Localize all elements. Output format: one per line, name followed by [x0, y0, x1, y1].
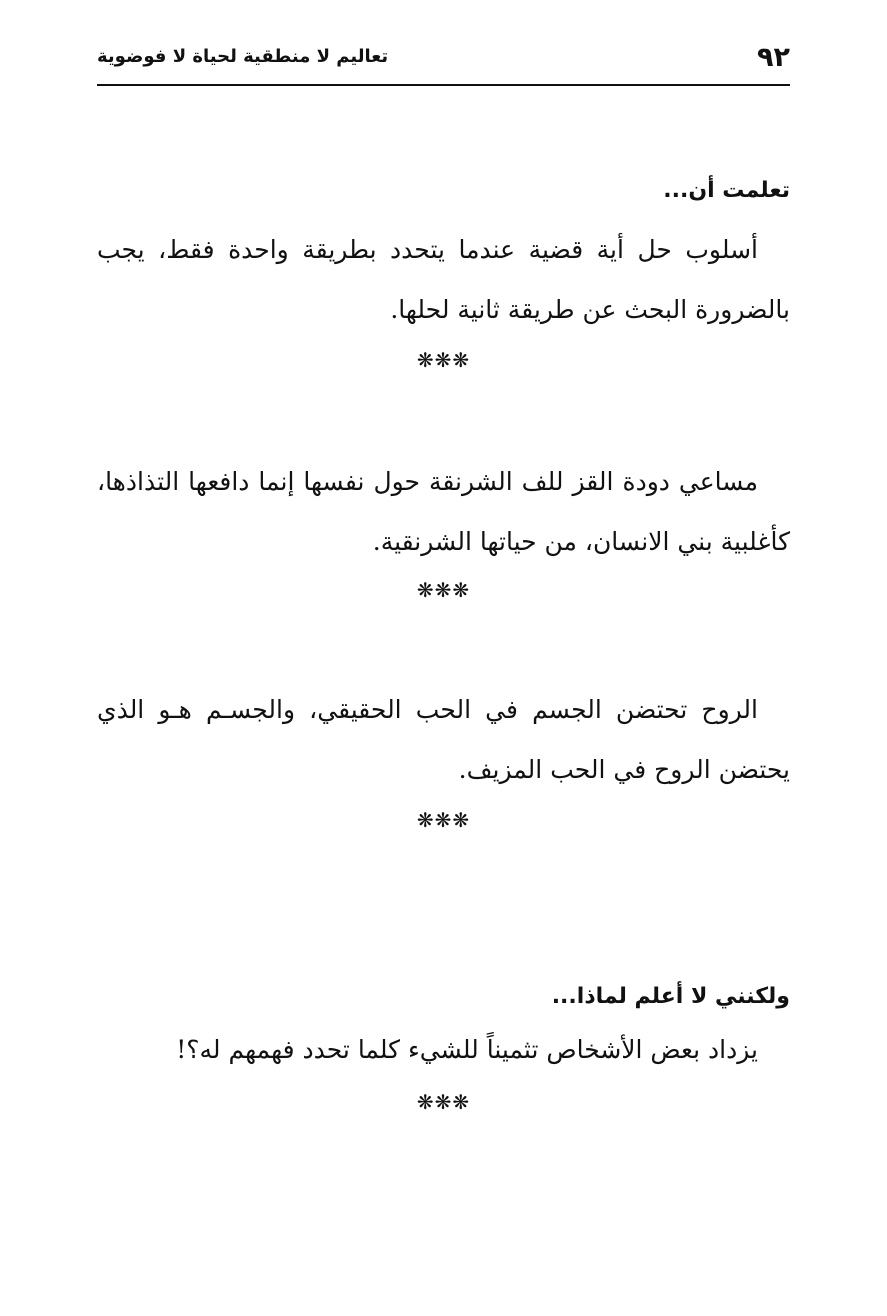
separator-3: ❋❋❋ — [416, 808, 471, 832]
paragraph-3 — [97, 680, 790, 800]
paragraph-1-line-1: أسلوب حل أية قضية عندما يتحدد بطريقة واحدة فقط، يجب — [97, 235, 758, 264]
section-heading-learned: تعلمت أن... — [663, 178, 790, 203]
paragraph-1-line-2: بالضرورة البحث عن طريقة ثانية لحلها. — [390, 295, 790, 324]
running-title: تعاليم لا منطقية لحياة لا فوضوية — [97, 46, 389, 67]
paragraph-3-line-2: يحتضن الروح في الحب المزيف. — [458, 755, 790, 784]
separator-1: ❋❋❋ — [416, 348, 471, 372]
paragraph-3-line-1: الروح تحتضن الجسم في الحب الحقيقي، والجسـم هـو الذي — [97, 695, 758, 724]
paragraph-2 — [97, 452, 790, 572]
paragraph-2-line-2: كأغلبية بني الانسان، من حياتها الشرنقية. — [372, 527, 790, 556]
section-heading-dont-know: ولكنني لا أعلم لماذا... — [551, 984, 790, 1009]
paragraph-4: يزداد بعض الأشخاص تثميناً للشيء كلما تحدد فهمهم له؟! — [176, 1035, 758, 1064]
paragraph-1 — [97, 220, 790, 340]
separator-4: ❋❋❋ — [416, 1090, 471, 1114]
paragraph-2-line-1: مساعي دودة القز للف الشرنقة حول نفسها إنما دافعها التذاذها، — [97, 467, 758, 496]
page-number: ٩٢ — [757, 42, 790, 73]
page-header — [97, 38, 790, 86]
separator-2: ❋❋❋ — [416, 578, 471, 602]
